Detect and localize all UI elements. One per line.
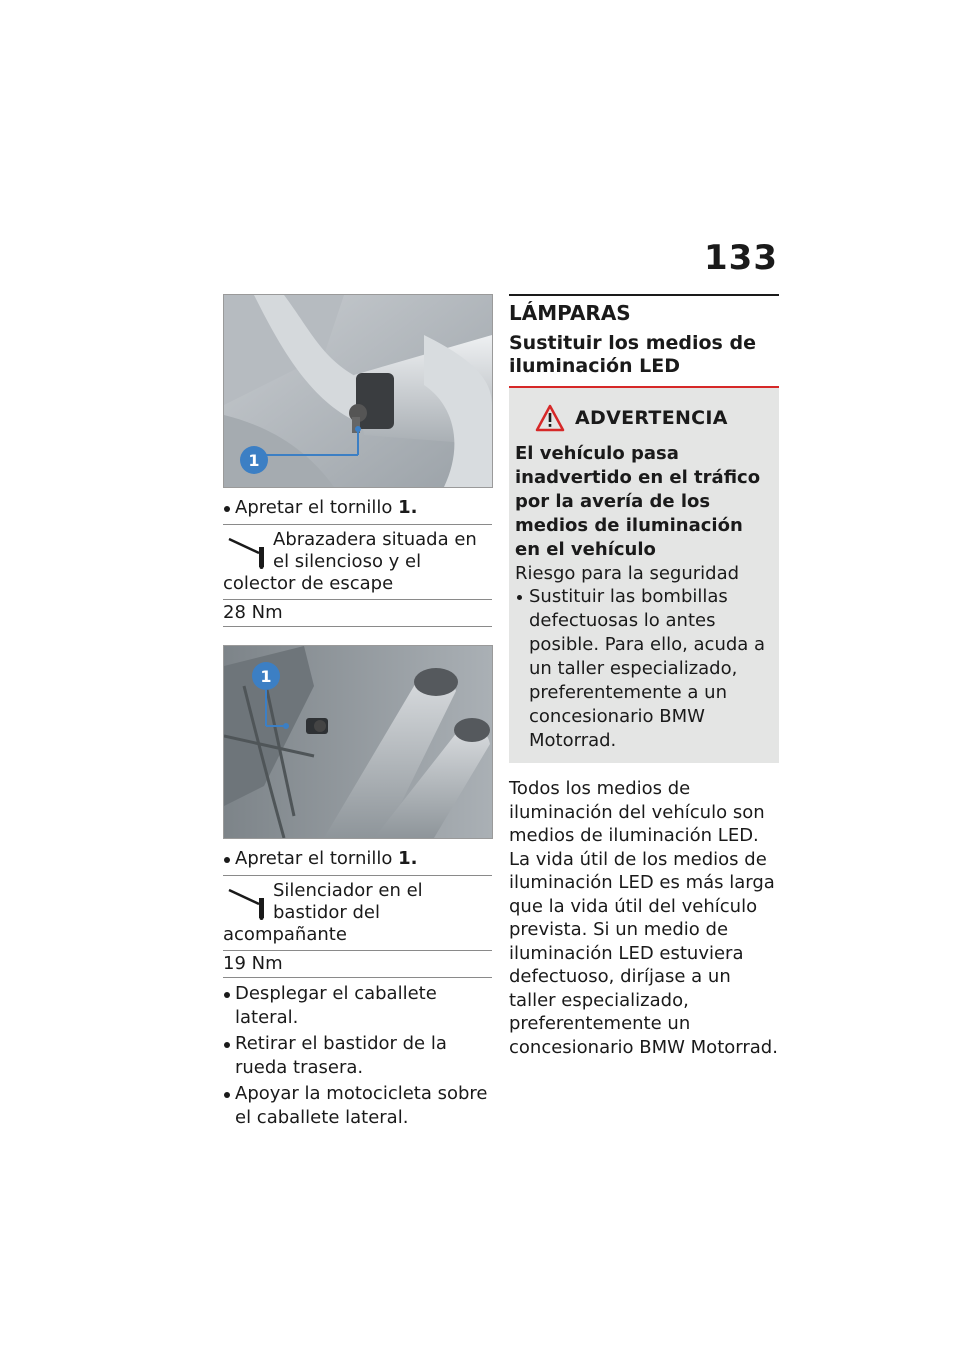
callout-label: 1 <box>260 667 272 686</box>
bullet-icon <box>517 595 522 600</box>
silencer-illustration <box>224 646 492 838</box>
torque-value: 19 Nm <box>223 950 492 977</box>
torque-table-2 <box>223 875 492 978</box>
step-remove-stand: Retirar el bastidor de la rueda trasera. <box>223 1032 493 1080</box>
page-number: 133 <box>704 238 778 278</box>
led-paragraph: Todos los medios de iluminación del vehículo son medios de iluminación LED. La vida útil de los medios de iluminación LED es más larga que la vida útil del vehículo prevista. Si un medio de iluminación LED estuviera defectuoso, diríjase a un taller especializado, preferentemente un concesionario BMW Motorrad. <box>509 778 778 1058</box>
bullet-icon <box>224 1092 230 1098</box>
torque-value: 28 Nm <box>223 599 492 626</box>
warning-title: El vehículo pasa inadvertido en el tráfico por la avería de los medios de iluminación en el vehículo <box>515 443 761 560</box>
warning-action: Sustituir las bombillas defectuosas lo antes posible. Para ello, acuda a un taller especializado, preferentemente a un concesionario BMW Motorrad. <box>515 585 769 753</box>
warning-triangle-icon <box>535 404 565 432</box>
exhaust-clamp-photo <box>223 294 493 488</box>
torque-table-1 <box>223 524 492 627</box>
warning-label: ADVERTENCIA <box>575 407 728 429</box>
step-tighten-1: Apretar el tornillo 1. <box>223 496 493 520</box>
section-title: LÁMPARAS <box>509 301 631 325</box>
bullet-icon <box>224 1042 230 1048</box>
bullet-icon <box>224 992 230 998</box>
callout-label: 1 <box>248 451 260 470</box>
exhaust-clamp-illustration <box>224 295 492 487</box>
torque-wrench-icon <box>223 531 271 569</box>
bullet-icon <box>224 506 230 512</box>
bullet-icon <box>224 857 230 863</box>
warning-header <box>515 402 769 434</box>
sub-title: Sustituir los medios de iluminación LED <box>509 332 756 377</box>
step-tighten-2: Apretar el tornillo 1. <box>223 847 493 871</box>
left-column <box>223 294 493 1132</box>
step-side-stand: Desplegar el caballete lateral. <box>223 982 493 1030</box>
warning-box <box>509 388 779 763</box>
torque-wrench-icon <box>223 882 271 920</box>
torque-description: Abrazadera situada en el silencioso y el colector de escape <box>223 529 477 594</box>
warning-risk: Riesgo para la seguridad <box>515 563 740 584</box>
step-rest-motorcycle: Apoyar la motocicleta sobre el caballete lateral. <box>223 1082 493 1130</box>
torque-description: Silenciador en el bastidor del acompañante <box>223 880 423 945</box>
right-column <box>509 294 779 1059</box>
silencer-photo <box>223 645 493 839</box>
section-divider <box>509 294 779 296</box>
